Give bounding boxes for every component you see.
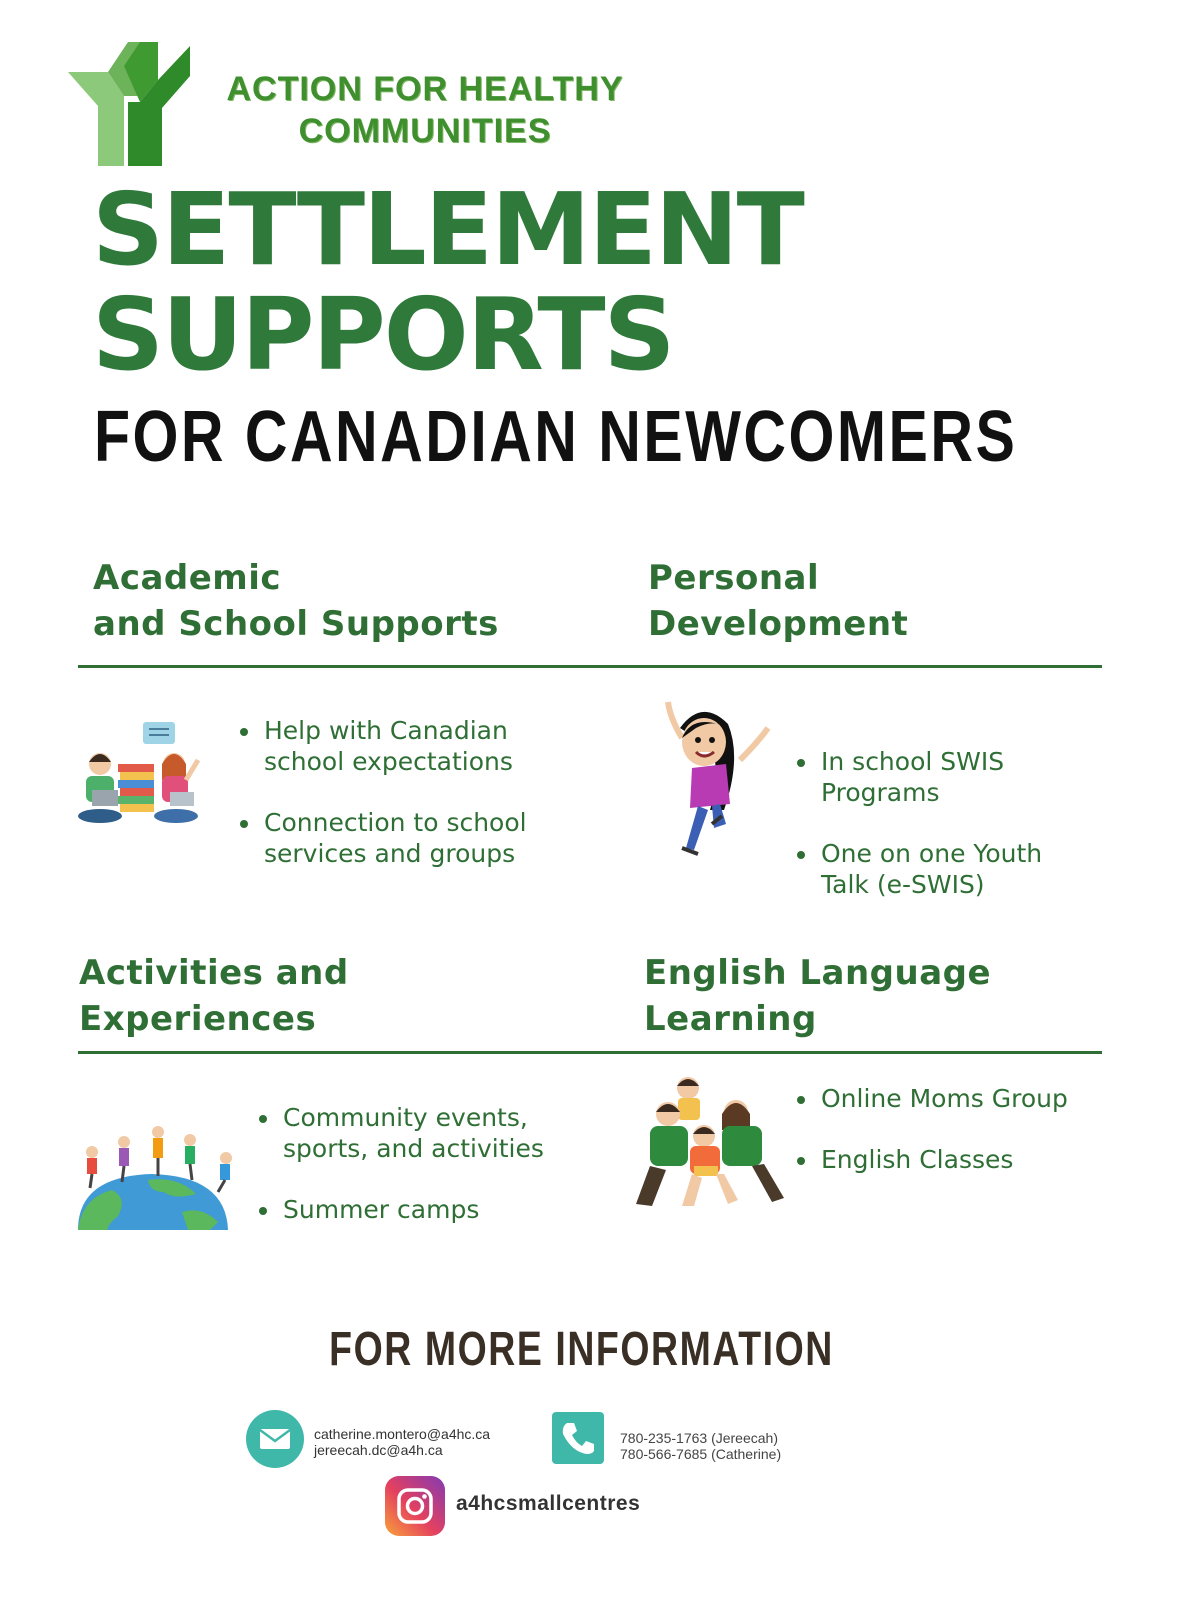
heading-line: Learning: [644, 999, 817, 1039]
english-list: [797, 1083, 1117, 1205]
list-item: [797, 838, 1097, 900]
logo-line1: ACTION FOR HEALTHY: [226, 70, 624, 108]
email-icon[interactable]: [246, 1410, 304, 1468]
divider-top: [78, 665, 1102, 668]
list-item-line: Online Moms Group: [821, 1084, 1068, 1113]
logo-text: [190, 68, 660, 152]
family-illustration: [632, 1074, 792, 1216]
list-item: [797, 1144, 1117, 1175]
list-item-line: Community events,: [283, 1103, 528, 1132]
heading-line: Activities and: [79, 953, 349, 993]
more-info-text: FOR MORE INFORMATION: [329, 1323, 835, 1376]
list-item: [259, 1194, 599, 1225]
section-heading-personal: [648, 555, 908, 647]
instagram-handle[interactable]: a4hcsmallcentres: [456, 1492, 641, 1515]
more-info-heading: [0, 1322, 1164, 1378]
email-list: [314, 1426, 490, 1458]
list-item: [240, 715, 580, 777]
phone-icon[interactable]: [552, 1412, 604, 1464]
heading-line: and School Supports: [93, 604, 499, 644]
list-item-line: sports, and activities: [283, 1134, 544, 1163]
kids-on-globe-illustration: [78, 1118, 238, 1230]
list-item: [797, 746, 1097, 808]
divider-middle: [78, 1051, 1102, 1054]
heading-line: Academic: [93, 558, 282, 598]
heading-line: Development: [648, 604, 909, 644]
activities-list: [259, 1102, 599, 1255]
list-item-line: services and groups: [264, 839, 516, 868]
academic-list: [240, 715, 580, 899]
list-item-line: Programs: [821, 778, 940, 807]
section-heading-activities: [79, 950, 349, 1042]
logo-line2: COMMUNITIES: [298, 112, 552, 150]
list-item-line: Talk (e-SWIS): [821, 870, 985, 899]
section-heading-academic: [93, 555, 499, 647]
list-item-line: Help with Canadian: [264, 716, 508, 745]
heading-line: Personal: [648, 558, 820, 598]
email-link[interactable]: jereecah.dc@a4h.ca: [314, 1442, 443, 1458]
list-item-line: English Classes: [821, 1145, 1014, 1174]
title-supports: SUPPORTS: [92, 276, 674, 393]
list-item-line: In school SWIS: [821, 747, 1005, 776]
email-link[interactable]: catherine.montero@a4hc.ca: [314, 1426, 491, 1442]
heading-line: Experiences: [79, 999, 317, 1039]
list-item-line: school expectations: [264, 747, 513, 776]
section-heading-english: [644, 950, 991, 1042]
list-item: [797, 1083, 1117, 1114]
list-item-line: Summer camps: [283, 1195, 480, 1224]
title-settlement: SETTLEMENT: [92, 171, 803, 288]
jumping-girl-illustration: [662, 698, 777, 858]
list-item-line: Connection to school: [264, 808, 527, 837]
students-illustration: [78, 720, 203, 830]
subtitle: FOR CANADIAN NEWCOMERS: [94, 397, 1018, 477]
personal-list: [797, 746, 1097, 930]
phone-number[interactable]: 780-235-1763 (Jereecah): [620, 1430, 778, 1446]
heading-line: English Language: [644, 953, 992, 993]
phone-number[interactable]: 780-566-7685 (Catherine): [620, 1446, 782, 1462]
list-item-line: One on one Youth: [821, 839, 1043, 868]
logo-mark: [68, 36, 194, 166]
list-item: [259, 1102, 599, 1164]
list-item: [240, 807, 580, 869]
phone-list: [620, 1430, 781, 1462]
instagram-icon[interactable]: [385, 1476, 445, 1536]
